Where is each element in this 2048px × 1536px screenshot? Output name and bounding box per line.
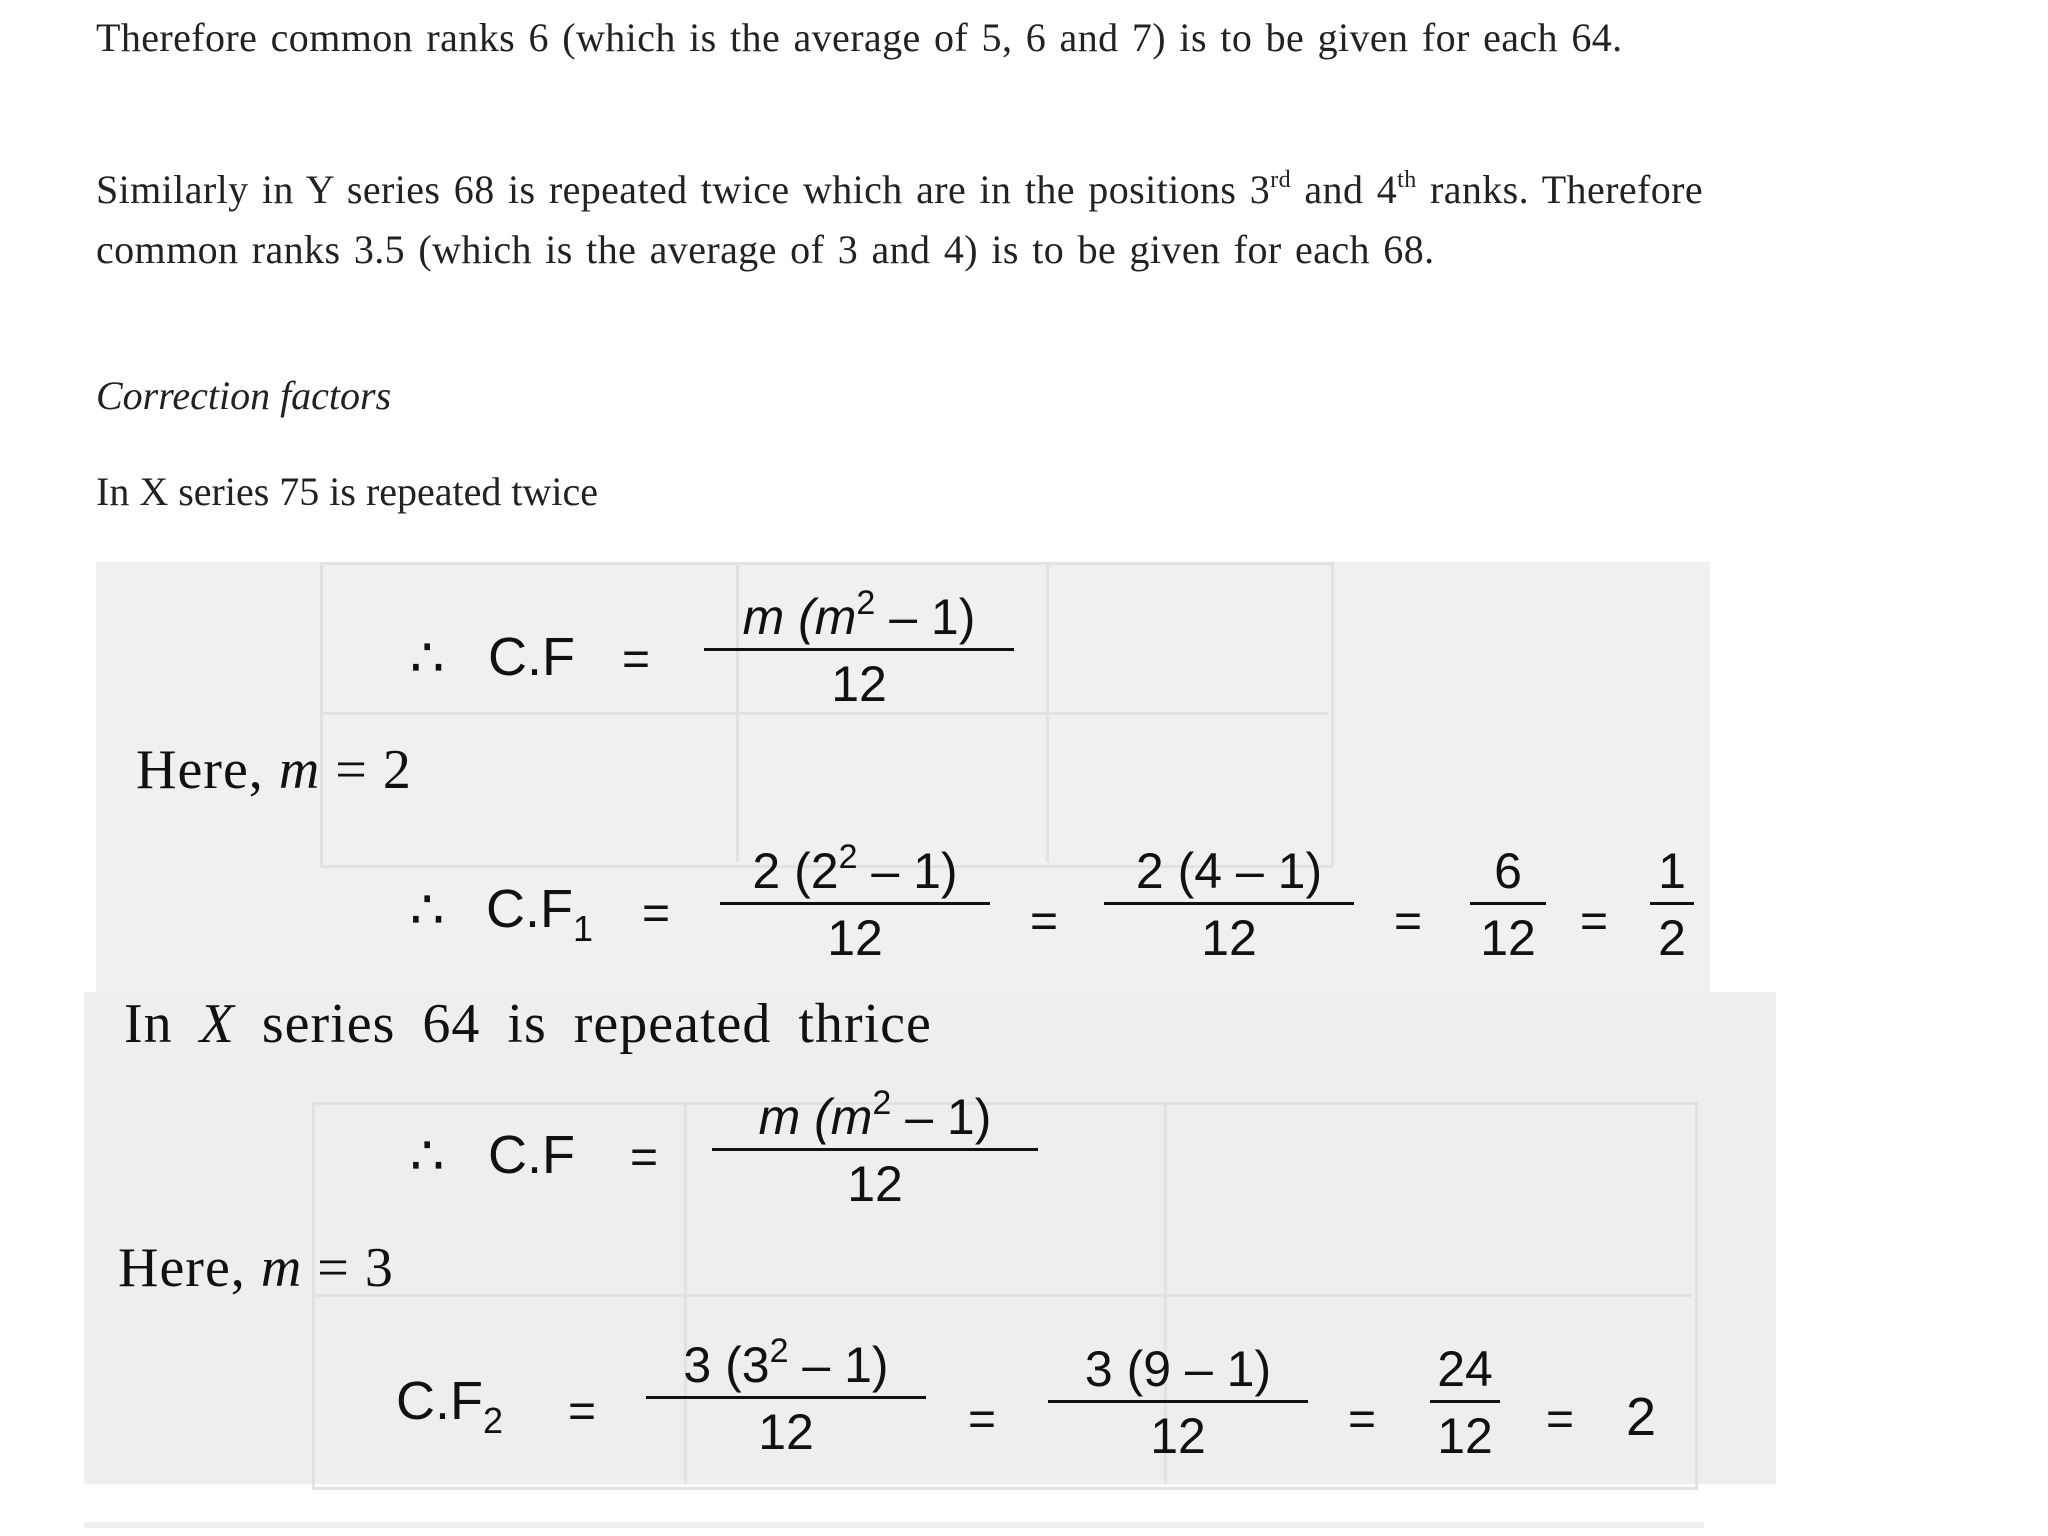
fraction-bar <box>1430 1400 1500 1403</box>
equals-sign: = <box>630 1131 659 1184</box>
fraction-denominator: 12 <box>1150 1408 1206 1464</box>
numerator-part: – 1) <box>891 1089 992 1145</box>
bottom-divider <box>84 1522 1704 1528</box>
numerator-part: 3 (3 <box>683 1337 770 1393</box>
fraction-denominator: 12 <box>831 656 887 712</box>
equals-sign: = <box>1546 1393 1575 1446</box>
therefore-symbol: ∴ <box>410 1126 445 1186</box>
superscript-th: th <box>1397 167 1417 193</box>
fraction-numerator: 6 <box>1494 843 1522 899</box>
fraction-numerator <box>704 584 1014 646</box>
fraction-denominator: 12 <box>827 910 883 966</box>
variable-x: X <box>199 993 235 1055</box>
exponent: 2 <box>872 1084 892 1122</box>
numerator-part: m (m <box>742 589 857 645</box>
equals-sign: = <box>1580 895 1609 948</box>
here-value: = 2 <box>335 739 412 801</box>
fraction-bar <box>1104 902 1354 905</box>
cf2-step-1-fraction <box>646 1332 926 1461</box>
section-heading-correction-factors: Correction factors <box>96 373 392 418</box>
cf1-label <box>486 878 594 949</box>
numerator-part: – 1) <box>875 589 976 645</box>
cf-formula-fraction-2 <box>712 1084 1038 1213</box>
fraction-denominator: 12 <box>758 1404 814 1460</box>
cf1-result-fraction <box>1650 842 1694 967</box>
equals-sign: = <box>968 1393 997 1446</box>
equals-sign: = <box>1030 895 1059 948</box>
line-rest: series 64 is repeated thrice <box>261 993 932 1055</box>
faint-table-line <box>312 1294 1692 1297</box>
equals-sign: = <box>642 887 671 940</box>
equals-sign: = <box>1394 895 1423 948</box>
numerator-part: – 1) <box>788 1337 889 1393</box>
exponent: 2 <box>838 838 858 876</box>
paragraph-text: and 4 <box>1290 167 1398 212</box>
fraction-numerator: 3 (9 – 1) <box>1084 1341 1272 1397</box>
here-prefix: Here, <box>118 1237 246 1299</box>
paragraph-common-ranks-y <box>96 160 1756 280</box>
fraction-denominator: 12 <box>1480 910 1536 966</box>
equals-sign: = <box>622 633 651 686</box>
fraction-bar <box>646 1396 926 1399</box>
equals-sign: = <box>1348 1393 1377 1446</box>
numerator-part: 2 (2 <box>752 843 839 899</box>
numerator-part: – 1) <box>857 843 958 899</box>
x-series-64-line <box>124 992 932 1056</box>
here-prefix: Here, <box>136 739 264 801</box>
equals-sign: = <box>568 1385 597 1438</box>
subscript-2: 2 <box>483 1400 504 1441</box>
fraction-bar <box>1470 902 1546 905</box>
therefore-symbol: ∴ <box>410 880 445 940</box>
fraction-bar <box>720 902 990 905</box>
paragraph-text: Similarly in Y series 68 is repeated twice which are in the positions 3 <box>96 167 1271 212</box>
fraction-bar <box>704 648 1014 651</box>
cf2-step-3-fraction <box>1430 1340 1500 1465</box>
exponent: 2 <box>769 1332 789 1370</box>
x-series-75-line: In X series 75 is repeated twice <box>96 469 599 514</box>
fraction-numerator: 24 <box>1437 1341 1493 1397</box>
numerator-part: m (m <box>758 1089 873 1145</box>
fraction-denominator: 2 <box>1658 910 1686 966</box>
cf-label: C.F <box>488 1125 575 1185</box>
here-m-equals-2 <box>136 738 412 802</box>
cf2-result: 2 <box>1626 1387 1657 1447</box>
variable-m: m <box>278 739 321 801</box>
fraction-bar <box>1048 1400 1308 1403</box>
therefore-symbol: ∴ <box>410 628 445 688</box>
here-value: = 3 <box>317 1237 394 1299</box>
cf2-label <box>396 1370 504 1441</box>
fraction-numerator: 2 (4 – 1) <box>1135 843 1323 899</box>
cf-formula-fraction <box>704 584 1014 713</box>
cf1-step-1-fraction <box>720 838 990 967</box>
exponent: 2 <box>856 584 876 622</box>
paragraph-text: Therefore common ranks 6 (which is the average of 5, 6 and 7) is to be given for each 64. <box>96 15 1623 60</box>
variable-m: m <box>260 1237 303 1299</box>
fraction-numerator: 1 <box>1658 843 1686 899</box>
fraction-bar <box>712 1148 1038 1151</box>
fraction-denominator: 12 <box>847 1156 903 1212</box>
superscript-rd: rd <box>1270 167 1291 193</box>
subscript-1: 1 <box>573 908 594 949</box>
cf1-step-3-fraction <box>1470 842 1546 967</box>
line-prefix: In <box>124 993 173 1055</box>
fraction-numerator <box>646 1332 926 1394</box>
paragraph-text: ranks. Therefore common ranks 3.5 (which is the average of 3 and 4) is to be given for each 68. <box>96 167 1703 272</box>
faint-table-line <box>1046 562 1049 862</box>
paragraph-common-ranks-x <box>96 8 1756 68</box>
cf1-text: C.F <box>486 879 573 939</box>
fraction-numerator <box>720 838 990 900</box>
fraction-numerator <box>712 1084 1038 1146</box>
fraction-denominator: 12 <box>1437 1408 1493 1464</box>
fraction-bar <box>1650 902 1694 905</box>
cf1-step-2-fraction <box>1104 842 1354 967</box>
cf-label: C.F <box>488 627 575 687</box>
fraction-denominator: 12 <box>1201 910 1257 966</box>
cf2-text: C.F <box>396 1371 483 1431</box>
here-m-equals-3 <box>118 1236 394 1300</box>
cf2-step-2-fraction <box>1048 1340 1308 1465</box>
